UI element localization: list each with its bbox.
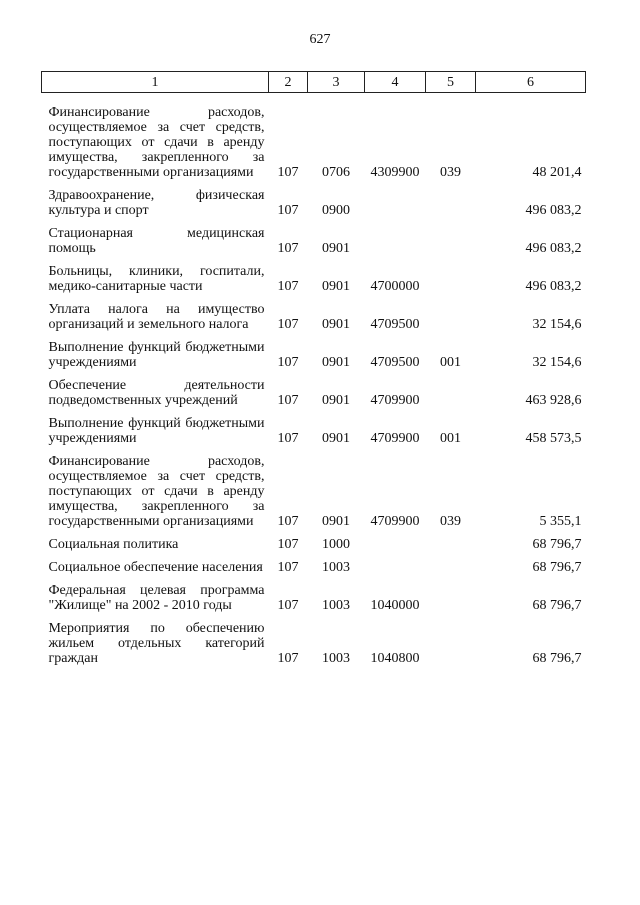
row-amount: 68 796,7 [532,598,582,613]
row-article-code: 1040800 [370,651,420,666]
row-spacer-cell [42,93,586,106]
row-article-code: 4309900 [370,165,420,180]
row-article-code: 4709500 [370,355,420,370]
row-spacer [42,294,586,302]
row-ministry-code: 107 [277,165,299,180]
table-body [42,93,586,667]
table-row [42,188,586,218]
row-expense-type-code [426,264,476,294]
row-spacer [42,180,586,188]
row-spacer [42,408,586,416]
column-header: 1 [42,72,269,93]
row-name: Социальная политика [48,537,179,552]
table-row [42,264,586,294]
row-spacer [42,613,586,621]
row-spacer-cell [42,180,586,188]
table-row [42,560,586,575]
row-amount: 32 154,6 [532,355,582,370]
row-article-code [365,560,426,575]
row-expense-type-code [426,302,476,332]
row-amount: 68 796,7 [532,651,582,666]
row-expense-type-code: 001 [440,355,461,370]
row-section-code: 0900 [322,203,350,218]
row-spacer-cell [42,575,586,583]
row-ministry-code: 107 [277,598,299,613]
row-section-code: 1000 [322,537,350,552]
page-number: 627 [309,32,331,47]
row-ministry-code: 107 [277,317,299,332]
row-article-code: 4709900 [370,431,420,446]
row-amount: 496 083,2 [525,279,582,294]
table-row [42,340,586,370]
row-ministry-code: 107 [277,651,299,666]
row-spacer-cell [42,294,586,302]
table-row [42,302,586,332]
row-name: Финансирование расходов, осуществляемое за счет средств, поступающих от сдачи в аренду имущества, закрепленного за государственными организациями [48,105,265,180]
row-spacer [42,256,586,264]
row-spacer-cell [42,552,586,560]
row-section-code: 0706 [322,165,350,180]
row-ministry-code: 107 [277,431,299,446]
row-section-code: 1003 [322,598,350,613]
row-article-code: 4709900 [370,514,420,529]
row-article-code: 4709500 [370,317,420,332]
row-spacer [42,552,586,560]
table-row [42,537,586,552]
row-spacer-cell [42,370,586,378]
row-article-code [365,537,426,552]
row-spacer-cell [42,332,586,340]
budget-table [41,71,586,666]
row-expense-type-code [426,537,476,552]
row-amount: 32 154,6 [532,317,582,332]
row-amount: 5 355,1 [539,514,582,529]
row-ministry-code: 107 [277,241,299,256]
row-section-code: 1003 [322,560,350,575]
row-name: Стационарная медицинская помощь [48,226,265,256]
row-spacer-cell [42,256,586,264]
row-amount: 68 796,7 [532,537,582,552]
row-amount: 463 928,6 [525,393,582,408]
row-section-code: 0901 [322,355,350,370]
row-name: Уплата налога на имущество организаций и земельного налога [48,302,265,332]
table-row [42,454,586,529]
row-section-code: 1003 [322,651,350,666]
row-spacer-cell [42,218,586,226]
row-name: Больницы, клиники, госпитали, медико-санитарные части [48,264,265,294]
row-ministry-code: 107 [277,560,299,575]
row-ministry-code: 107 [277,355,299,370]
row-spacer [42,332,586,340]
table-row [42,105,586,180]
column-header: 3 [308,72,365,93]
row-expense-type-code: 039 [440,165,461,180]
row-article-code [365,226,426,256]
row-section-code: 0901 [322,241,350,256]
row-amount: 496 083,2 [525,241,582,256]
row-article-code: 1040000 [370,598,420,613]
row-spacer [42,218,586,226]
row-name: Социальное обеспечение населения [48,560,263,575]
row-name: Выполнение функций бюджетными учреждениями [48,416,265,446]
row-name: Мероприятия по обеспечению жильем отдельных категорий граждан [48,621,265,666]
row-ministry-code: 107 [277,203,299,218]
table-row [42,621,586,666]
row-expense-type-code [426,188,476,218]
row-ministry-code: 107 [277,537,299,552]
row-section-code: 0901 [322,514,350,529]
row-name: Федеральная целевая программа "Жилище" на 2002 - 2010 годы [48,583,265,613]
row-expense-type-code [426,583,476,613]
row-spacer [42,446,586,454]
row-ministry-code: 107 [277,514,299,529]
row-spacer-cell [42,613,586,621]
row-article-code [365,188,426,218]
row-spacer [42,370,586,378]
row-spacer-cell [42,529,586,537]
row-section-code: 0901 [322,279,350,294]
column-header: 4 [365,72,426,93]
table-row [42,416,586,446]
row-spacer [42,93,586,106]
table-header-row [42,72,586,93]
row-amount: 48 201,4 [532,165,582,180]
row-amount: 458 573,5 [525,431,582,446]
row-name: Финансирование расходов, осуществляемое за счет средств, поступающих от сдачи в аренду имущества, закрепленного за государственными организациями [48,454,265,529]
row-spacer-cell [42,446,586,454]
row-name: Здравоохранение, физическая культура и спорт [48,188,265,218]
table-row [42,583,586,613]
row-spacer [42,529,586,537]
row-name: Выполнение функций бюджетными учреждениями [48,340,265,370]
column-header: 2 [269,72,308,93]
row-spacer-cell [42,408,586,416]
row-expense-type-code [426,378,476,408]
row-section-code: 0901 [322,317,350,332]
column-header: 5 [426,72,476,93]
row-expense-type-code [426,560,476,575]
row-amount: 496 083,2 [525,203,582,218]
row-ministry-code: 107 [277,279,299,294]
row-expense-type-code [426,226,476,256]
row-name: Обеспечение деятельности подведомственных учреждений [48,378,265,408]
row-expense-type-code: 039 [440,514,461,529]
column-header: 6 [476,72,586,93]
row-article-code: 4709900 [370,393,420,408]
row-article-code: 4700000 [370,279,420,294]
row-section-code: 0901 [322,393,350,408]
row-amount: 68 796,7 [532,560,582,575]
row-expense-type-code [426,621,476,666]
row-ministry-code: 107 [277,393,299,408]
table-row [42,226,586,256]
row-section-code: 0901 [322,431,350,446]
row-expense-type-code: 001 [440,431,461,446]
table-row [42,378,586,408]
row-spacer [42,575,586,583]
